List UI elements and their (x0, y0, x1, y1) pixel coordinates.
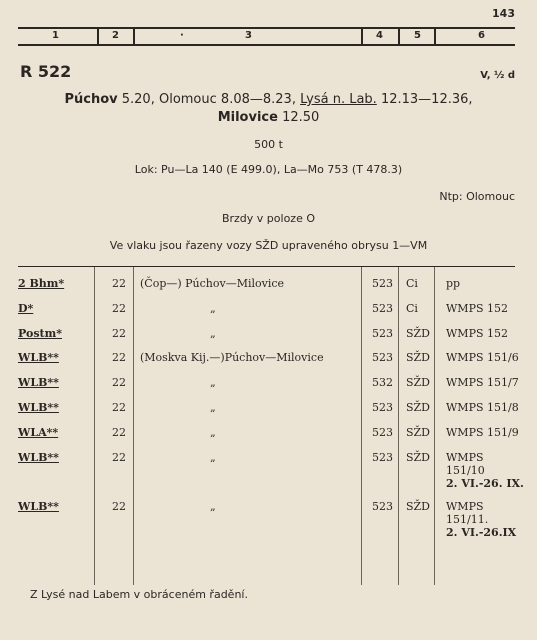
station-name: Milovice (217, 110, 278, 125)
header-separator (361, 28, 363, 44)
header-col-4: 4 (376, 30, 383, 41)
car-number: 523 (372, 351, 393, 364)
car-type: WLA** (18, 426, 59, 439)
station-time: 12.50 (282, 110, 320, 125)
ditto-mark: „ (210, 302, 216, 315)
route-line-1 (0, 92, 537, 107)
note-line: 151/11. (446, 513, 489, 526)
ditto-mark: „ (210, 451, 216, 464)
car-note: WMPS 151/7 (446, 376, 519, 389)
ntp-station: Ntp: Olomouc (439, 190, 515, 203)
header-separator (398, 28, 400, 44)
column-divider (94, 267, 95, 585)
station-name: Púchov (64, 92, 118, 107)
car-count: 22 (112, 451, 126, 464)
car-owner: SŽD (406, 351, 430, 364)
car-owner: SŽD (406, 451, 430, 464)
header-separator (434, 28, 436, 44)
route-line-2 (0, 110, 537, 125)
header-col-dot: · (180, 30, 184, 41)
car-count: 22 (112, 401, 126, 414)
station-time: 12.13—12.36, (380, 92, 473, 107)
car-owner: SŽD (406, 376, 430, 389)
car-note: WMPS 152 (446, 327, 508, 340)
column-divider (133, 267, 134, 585)
column-divider (361, 267, 362, 585)
page-number: 143 (492, 7, 515, 20)
car-owner: Ci (406, 302, 418, 315)
station-time: 8.08—8.23, (220, 92, 296, 107)
car-owner: SŽD (406, 327, 430, 340)
car-route: (Čop—) Púchov—Milovice (140, 277, 285, 290)
car-number: 523 (372, 277, 393, 290)
route-code: R 522 (20, 62, 72, 81)
note-line: 151/10 (446, 464, 485, 477)
car-classes: V, ½ d (480, 70, 515, 81)
header-rule-top (18, 27, 515, 29)
header-col-6: 6 (478, 30, 485, 41)
ditto-mark: „ (210, 401, 216, 414)
car-type: 2 Bhm* (18, 277, 65, 290)
car-note: WMPS 151/6 (446, 351, 519, 364)
header-col-1: 1 (52, 30, 59, 41)
header-rule-bottom (18, 44, 515, 46)
header-col-3: 3 (245, 30, 252, 41)
table-top-rule (18, 266, 515, 267)
car-type: WLB** (18, 401, 59, 414)
car-note (446, 500, 516, 539)
car-owner: Ci (406, 277, 418, 290)
car-type: D* (18, 302, 34, 315)
ditto-mark: „ (210, 327, 216, 340)
car-count: 22 (112, 277, 126, 290)
car-number: 523 (372, 451, 393, 464)
car-count: 22 (112, 500, 126, 513)
car-note: pp (446, 277, 461, 290)
car-number: 523 (372, 401, 393, 414)
footnote: Z Lysé nad Labem v obráceném řadění. (30, 588, 248, 601)
car-note (446, 451, 524, 490)
column-divider (434, 267, 435, 585)
locomotives: Lok: Pu—La 140 (E 499.0), La—Mo 753 (T 478.3) (134, 163, 403, 176)
car-number: 523 (372, 426, 393, 439)
car-owner: SŽD (406, 500, 430, 513)
car-count: 22 (112, 351, 126, 364)
ditto-mark: „ (210, 376, 216, 389)
car-count: 22 (112, 376, 126, 389)
note-validity: 2. VI.-26. IX. (446, 477, 524, 490)
column-divider (398, 267, 399, 585)
car-number: 523 (372, 500, 393, 513)
car-type: Postm* (18, 327, 62, 340)
car-number: 532 (372, 376, 393, 389)
car-number: 523 (372, 302, 393, 315)
car-number: 523 (372, 327, 393, 340)
note-line: WMPS (446, 500, 484, 513)
car-owner: SŽD (406, 401, 430, 414)
station-time: 5.20, (121, 92, 155, 107)
car-count: 22 (112, 302, 126, 315)
car-note: WMPS 151/8 (446, 401, 519, 414)
car-note: WMPS 151/9 (446, 426, 519, 439)
brakes-note: Brzdy v poloze O (221, 212, 316, 225)
ditto-mark: „ (210, 500, 216, 513)
header-col-5: 5 (414, 30, 421, 41)
train-weight: 500 t (254, 138, 283, 151)
header-col-2: 2 (112, 30, 119, 41)
header-separator (97, 28, 99, 44)
car-note: WMPS 152 (446, 302, 508, 315)
note-line: WMPS (446, 451, 484, 464)
formation-note: Ve vlaku jsou řazeny vozy SŽD upraveného obrysu 1—VM (109, 239, 428, 252)
note-validity: 2. VI.-26.IX (446, 526, 517, 539)
car-route: (Moskva Kij.—)Púchov—Milovice (140, 351, 324, 364)
ditto-mark: „ (210, 426, 216, 439)
car-count: 22 (112, 327, 126, 340)
car-count: 22 (112, 426, 126, 439)
car-type: WLB** (18, 351, 59, 364)
station-name: Lysá n. Lab. (300, 92, 377, 107)
car-owner: SŽD (406, 426, 430, 439)
car-type: WLB** (18, 451, 59, 464)
station-name: Olomouc (158, 92, 217, 107)
car-type: WLB** (18, 500, 59, 513)
header-separator (133, 28, 135, 44)
car-type: WLB** (18, 376, 59, 389)
